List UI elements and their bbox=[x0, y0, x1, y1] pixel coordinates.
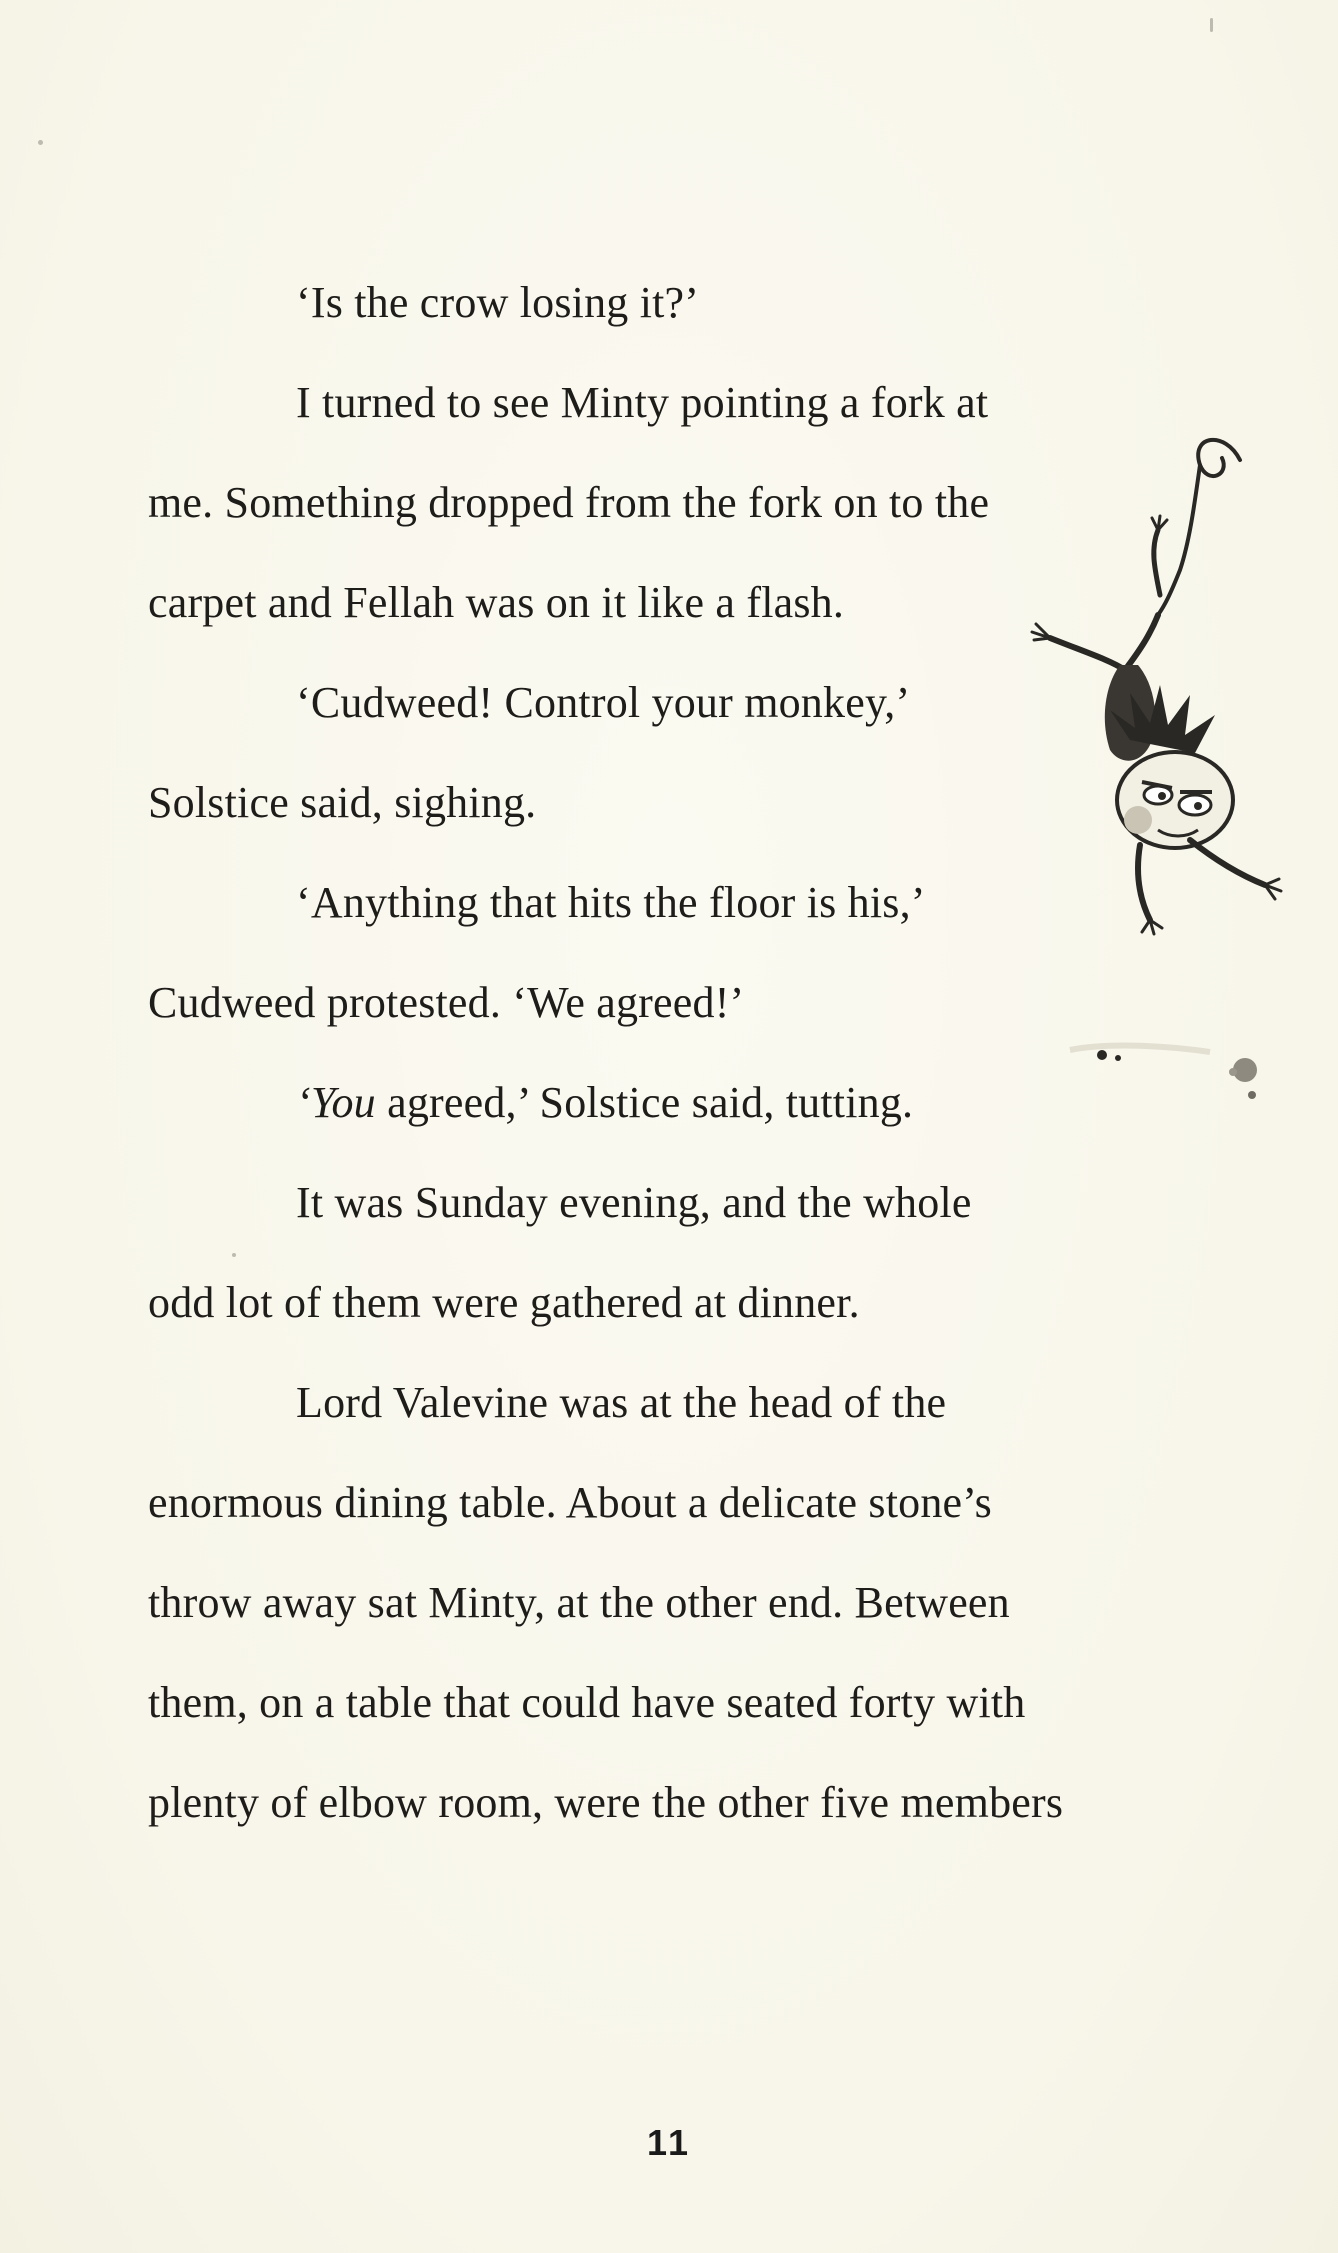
text-line: me. Something dropped from the fork on to the bbox=[148, 478, 990, 527]
text-line: ‘Is the crow losing it?’ bbox=[296, 278, 700, 327]
text-line: It was Sunday evening, and the whole bbox=[296, 1178, 972, 1227]
text-line: odd lot of them were gathered at dinner. bbox=[148, 1278, 860, 1327]
page-number: 11 bbox=[646, 2122, 692, 2163]
text-line: carpet and Fellah was on it like a flash. bbox=[148, 578, 845, 627]
text-line: enormous dining table. About a delicate stone’s bbox=[148, 1478, 993, 1527]
text-line: throw away sat Minty, at the other end. Between bbox=[148, 1578, 1010, 1627]
text-span: agreed,’ Solstice said, tutting. bbox=[375, 1078, 914, 1127]
text-line: Solstice said, sighing. bbox=[148, 778, 537, 827]
text-line: ‘Anything that hits the floor is his,’ bbox=[296, 878, 926, 927]
text-line: plenty of elbow room, were the other five members bbox=[148, 1778, 1064, 1827]
text-line bbox=[296, 1078, 913, 1128]
paper-speck bbox=[232, 1253, 236, 1257]
paper-speck bbox=[38, 140, 43, 145]
paper-speck bbox=[1210, 18, 1213, 32]
hanging-monkey-icon bbox=[990, 420, 1338, 1140]
text-line: them, on a table that could have seated forty with bbox=[148, 1678, 1026, 1727]
text-line: ‘Cudweed! Control your monkey,’ bbox=[296, 678, 911, 727]
text-line: Cudweed protested. ‘We agreed!’ bbox=[148, 978, 745, 1027]
emphasis-text: ‘You bbox=[296, 1078, 376, 1127]
text-line: Lord Valevine was at the head of the bbox=[296, 1378, 947, 1427]
text-line: I turned to see Minty pointing a fork at bbox=[296, 378, 989, 427]
